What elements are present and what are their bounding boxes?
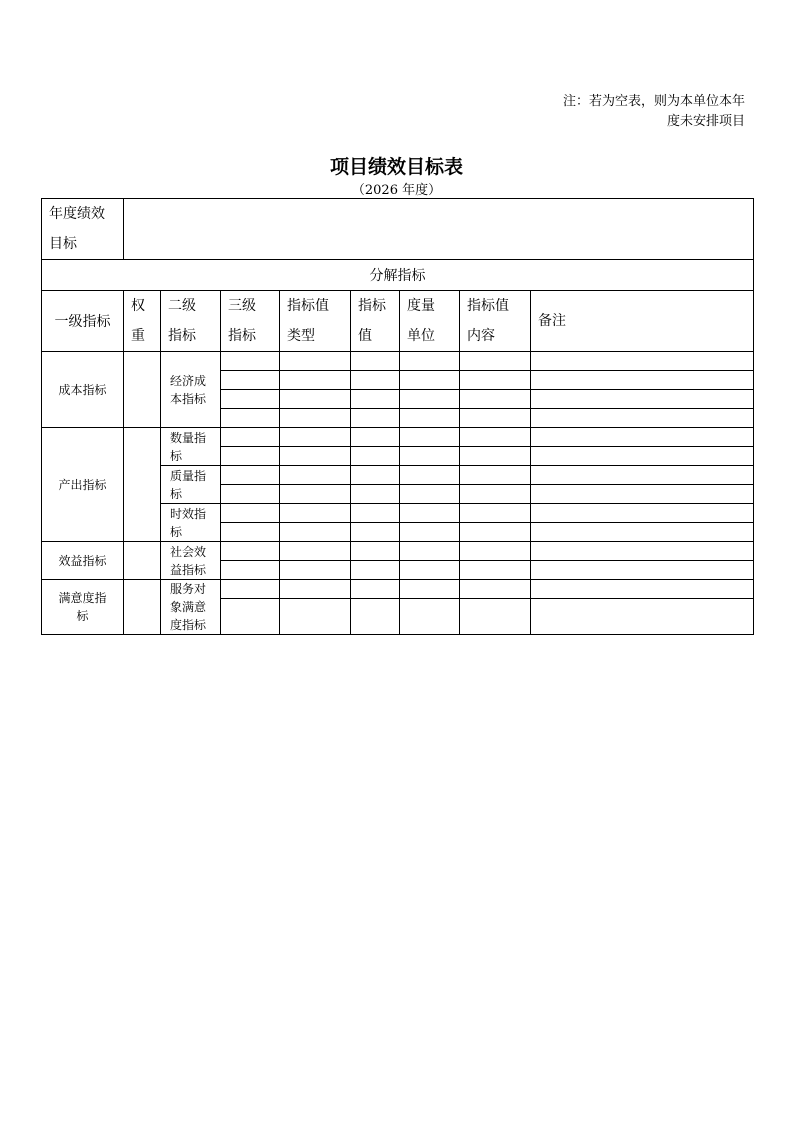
level1-benefit: 效益指标 [42,542,124,580]
value-type-cell[interactable] [280,599,351,635]
annual-goal-label-line-2: 目标 [49,236,77,252]
header-value [351,291,400,352]
header-value-type [280,291,351,352]
remark-cell[interactable] [531,599,754,635]
unit-cell[interactable] [400,409,460,428]
header-remark: 备注 [531,291,754,352]
content-cell[interactable] [460,447,531,466]
level3-cell[interactable] [221,561,280,580]
unit-cell[interactable] [400,485,460,504]
level2-quantity-line-2: 标 [170,448,183,463]
value-type-cell[interactable] [280,561,351,580]
value-cell[interactable] [351,523,400,542]
remark-cell[interactable] [531,523,754,542]
header-level2-line-1: 二级 [168,298,196,314]
level3-cell[interactable] [221,580,280,599]
unit-cell[interactable] [400,542,460,561]
level2-timeliness-line-2: 标 [170,524,183,539]
header-value-line-1: 指标 [358,298,386,314]
level3-cell[interactable] [221,466,280,485]
value-cell[interactable] [351,447,400,466]
value-cell[interactable] [351,580,400,599]
value-type-cell[interactable] [280,466,351,485]
content-cell[interactable] [460,466,531,485]
level1-satisfaction [42,580,124,635]
unit-cell[interactable] [400,561,460,580]
table-row [42,580,754,599]
level3-cell[interactable] [221,390,280,409]
weight-cell[interactable] [124,352,161,428]
header-level2-line-2: 指标 [168,328,196,344]
unit-cell[interactable] [400,466,460,485]
content-cell[interactable] [460,409,531,428]
level2-quantity [161,428,221,466]
level3-cell[interactable] [221,409,280,428]
content-cell[interactable] [460,599,531,635]
header-weight-line-2: 重 [131,328,145,344]
level3-cell[interactable] [221,352,280,371]
level3-cell[interactable] [221,504,280,523]
value-type-cell[interactable] [280,371,351,390]
page-subtitle: （2026 年度） [351,183,442,198]
header-weight-line-1: 权 [131,298,145,314]
value-type-cell[interactable] [280,447,351,466]
unit-cell[interactable] [400,371,460,390]
page-title: 项目绩效目标表 [329,156,463,178]
table-row [42,542,754,561]
content-cell[interactable] [460,371,531,390]
content-cell[interactable] [460,390,531,409]
header-value-type-line-1: 指标值 [287,298,329,314]
header-weight [124,291,161,352]
annual-goal-label-line-1: 年度绩效 [49,206,105,222]
remark-cell[interactable] [531,390,754,409]
level2-economic-cost-line-2: 本指标 [170,391,207,406]
value-cell[interactable] [351,542,400,561]
value-cell[interactable] [351,466,400,485]
level2-economic-cost [161,352,221,428]
level3-cell[interactable] [221,428,280,447]
level3-cell[interactable] [221,485,280,504]
level2-social-benefit [161,542,221,580]
value-cell[interactable] [351,371,400,390]
content-cell[interactable] [460,504,531,523]
value-cell[interactable] [351,485,400,504]
value-cell[interactable] [351,561,400,580]
level2-service-line-3: 度指标 [170,618,207,632]
remark-cell[interactable] [531,466,754,485]
unit-cell[interactable] [400,599,460,635]
unit-cell[interactable] [400,504,460,523]
value-cell[interactable] [351,428,400,447]
content-cell[interactable] [460,580,531,599]
level2-social-benefit-line-2: 益指标 [170,562,207,577]
remark-cell[interactable] [531,371,754,390]
level3-cell[interactable] [221,523,280,542]
table-row [42,428,754,447]
header-level1: 一级指标 [42,291,124,352]
header-value-type-line-2: 类型 [287,328,315,344]
value-cell[interactable] [351,409,400,428]
value-type-cell[interactable] [280,428,351,447]
remark-cell[interactable] [531,409,754,428]
unit-cell[interactable] [400,447,460,466]
remark-cell[interactable] [531,580,754,599]
level2-quality-line-1: 质量指 [170,468,207,483]
level2-timeliness-line-1: 时效指 [170,506,207,521]
value-cell[interactable] [351,504,400,523]
performance-target-table [41,198,754,635]
unit-cell[interactable] [400,428,460,447]
content-cell[interactable] [460,561,531,580]
remark-cell[interactable] [531,352,754,371]
header-level3-line-1: 三级 [228,298,256,314]
unit-cell[interactable] [400,352,460,371]
header-content-line-1: 指标值 [467,298,509,314]
value-cell[interactable] [351,352,400,371]
content-cell[interactable] [460,542,531,561]
remark-cell[interactable] [531,504,754,523]
value-type-cell[interactable] [280,409,351,428]
header-value-line-2: 值 [358,328,372,344]
level3-cell[interactable] [221,371,280,390]
weight-cell[interactable] [124,542,161,580]
content-cell[interactable] [460,352,531,371]
header-level3 [221,291,280,352]
value-type-cell[interactable] [280,390,351,409]
level2-quantity-line-1: 数量指 [170,430,207,445]
header-unit [400,291,460,352]
note-line-2: 度未安排项目 [666,114,745,129]
note-line-1: 注：若为空表，则为本单位本年 [562,94,745,109]
unit-cell[interactable] [400,523,460,542]
level3-cell[interactable] [221,542,280,561]
level2-timeliness [161,504,221,542]
value-type-cell[interactable] [280,352,351,371]
level3-cell[interactable] [221,447,280,466]
value-type-cell[interactable] [280,580,351,599]
header-content-line-2: 内容 [467,328,495,344]
remark-cell[interactable] [531,542,754,561]
level1-satisfaction-line-1: 满意度指 [58,591,107,605]
value-type-cell[interactable] [280,485,351,504]
level2-service-satisfaction [161,580,221,635]
level1-cost: 成本指标 [42,352,124,428]
level2-quality-line-2: 标 [170,486,183,501]
remark-cell[interactable] [531,485,754,504]
annual-goal-label [42,199,124,260]
header-unit-line-1: 度量 [407,298,435,314]
level3-cell[interactable] [221,599,280,635]
annual-goal-cell[interactable] [124,199,754,260]
level1-satisfaction-line-2: 标 [76,609,89,623]
section-header: 分解指标 [42,260,754,291]
remark-cell[interactable] [531,561,754,580]
remark-cell[interactable] [531,428,754,447]
value-type-cell[interactable] [280,523,351,542]
content-cell[interactable] [460,428,531,447]
blank-form-note [505,92,745,132]
value-cell[interactable] [351,390,400,409]
header-content [460,291,531,352]
level1-output: 产出指标 [42,428,124,542]
unit-cell[interactable] [400,580,460,599]
header-level3-line-2: 指标 [228,328,256,344]
remark-cell[interactable] [531,447,754,466]
value-cell[interactable] [351,599,400,635]
level2-economic-cost-line-1: 经济成 [170,373,207,388]
level2-service-line-2: 象满意 [170,600,207,614]
level2-service-line-1: 服务对 [170,582,207,596]
weight-cell[interactable] [124,580,161,635]
content-cell[interactable] [460,523,531,542]
table-row [42,352,754,371]
level2-social-benefit-line-1: 社会效 [170,544,207,559]
header-unit-line-2: 单位 [407,328,435,344]
unit-cell[interactable] [400,390,460,409]
content-cell[interactable] [460,485,531,504]
level2-quality [161,466,221,504]
header-level2 [161,291,221,352]
value-type-cell[interactable] [280,542,351,561]
weight-cell[interactable] [124,428,161,542]
value-type-cell[interactable] [280,504,351,523]
